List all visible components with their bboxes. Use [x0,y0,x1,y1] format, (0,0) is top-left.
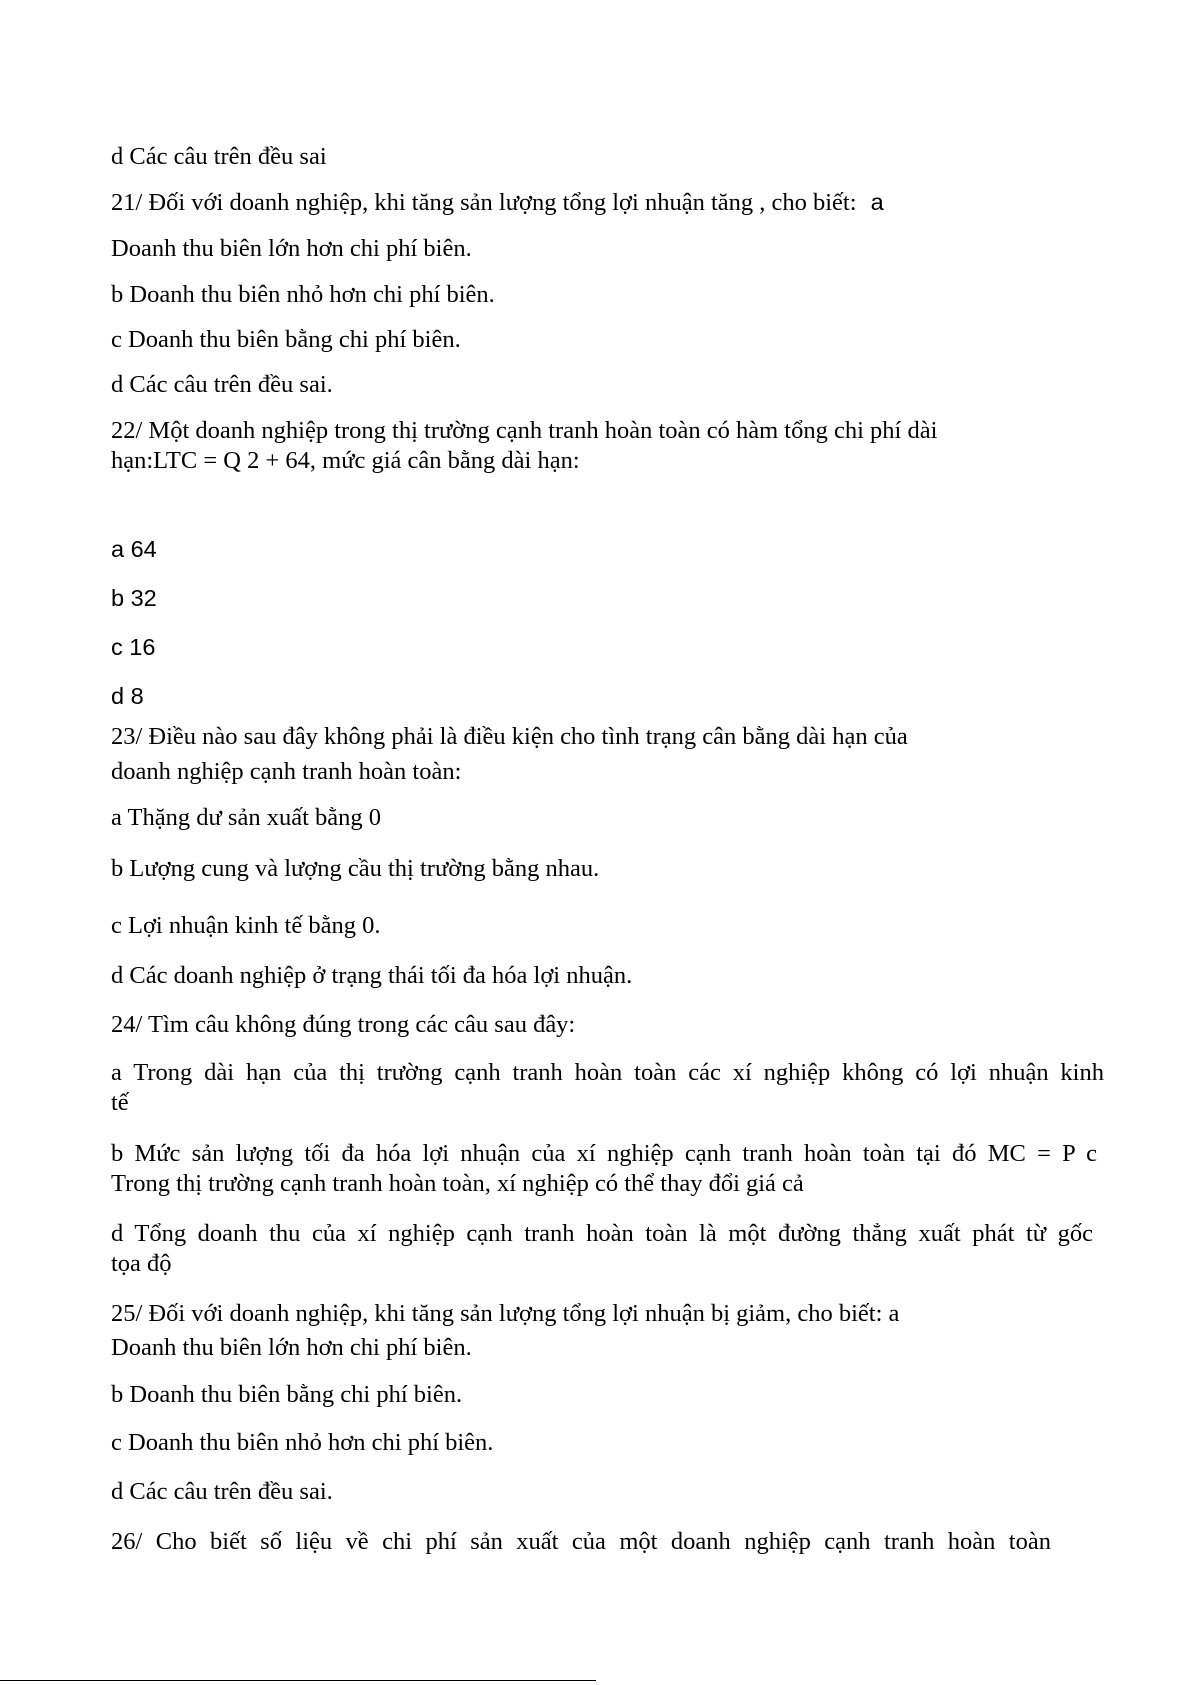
text-line: b Doanh thu biên nhỏ hơn chi phí biên. [111,281,495,308]
footer-divider [0,1680,596,1681]
question-22: 22/ Một doanh nghiệp trong thị trường cạnh tranh hoàn toàn có hàm tổng chi phí dài [111,417,938,444]
option-line: d 8 [111,683,144,709]
text-line: a Trong dài hạn của thị trường cạnh tranh hoàn toàn các xí nghiệp không có lợi nhuận kinh [111,1059,1104,1086]
text-line: Trong thị trường cạnh tranh hoàn toàn, xí nghiệp có thể thay đổi giá cả [111,1170,804,1197]
question-24: 24/ Tìm câu không đúng trong các câu sau đây: [111,1011,576,1038]
option-line: b 32 [111,585,157,611]
text-line: d Tổng doanh thu của xí nghiệp cạnh tranh hoàn toàn là một đường thẳng xuất phát từ gốc [111,1220,1093,1247]
text-line: c Doanh thu biên bằng chi phí biên. [111,326,461,353]
question-23: 23/ Điều nào sau đây không phải là điều kiện cho tình trạng cân bằng dài hạn của [111,723,908,750]
option-line: a 64 [111,536,157,562]
question-26: 26/ Cho biết số liệu về chi phí sản xuất của một doanh nghiệp cạnh tranh hoàn toàn [111,1528,1051,1555]
text-line: Doanh thu biên lớn hơn chi phí biên. [111,1334,472,1361]
option-line: c 16 [111,634,156,660]
question-21 [111,187,884,218]
text-line: b Lượng cung và lượng cầu thị trường bằng nhau. [111,855,600,882]
text-line: doanh nghiệp cạnh tranh hoàn toàn: [111,758,462,785]
text-line: hạn:LTC = Q 2 + 64, mức giá cân bằng dài hạn: [111,447,580,474]
text-line: tọa độ [111,1250,172,1277]
text-line: Doanh thu biên lớn hơn chi phí biên. [111,235,472,262]
question-21-text: 21/ Đối với doanh nghiệp, khi tăng sản lượng tổng lợi nhuận tăng , cho biết: [111,189,857,216]
text-line: d Các câu trên đều sai [111,143,327,170]
text-line: d Các câu trên đều sai. [111,371,333,398]
text-line: d Các doanh nghiệp ở trạng thái tối đa hóa lợi nhuận. [111,962,633,989]
text-line: c Lợi nhuận kinh tế bằng 0. [111,912,381,939]
text-line: b Doanh thu biên bằng chi phí biên. [111,1381,463,1408]
text-line: b Mức sản lượng tối đa hóa lợi nhuận của xí nghiệp cạnh tranh hoàn toàn tại đó MC = P c [111,1140,1097,1167]
text-line: tế [111,1089,129,1116]
option-a-marker: a [870,189,884,215]
text-line: d Các câu trên đều sai. [111,1478,333,1505]
text-line: a Thặng dư sản xuất bằng 0 [111,804,382,831]
text-line: c Doanh thu biên nhỏ hơn chi phí biên. [111,1429,494,1456]
question-25: 25/ Đối với doanh nghiệp, khi tăng sản lượng tổng lợi nhuận bị giảm, cho biết: a [111,1300,900,1327]
